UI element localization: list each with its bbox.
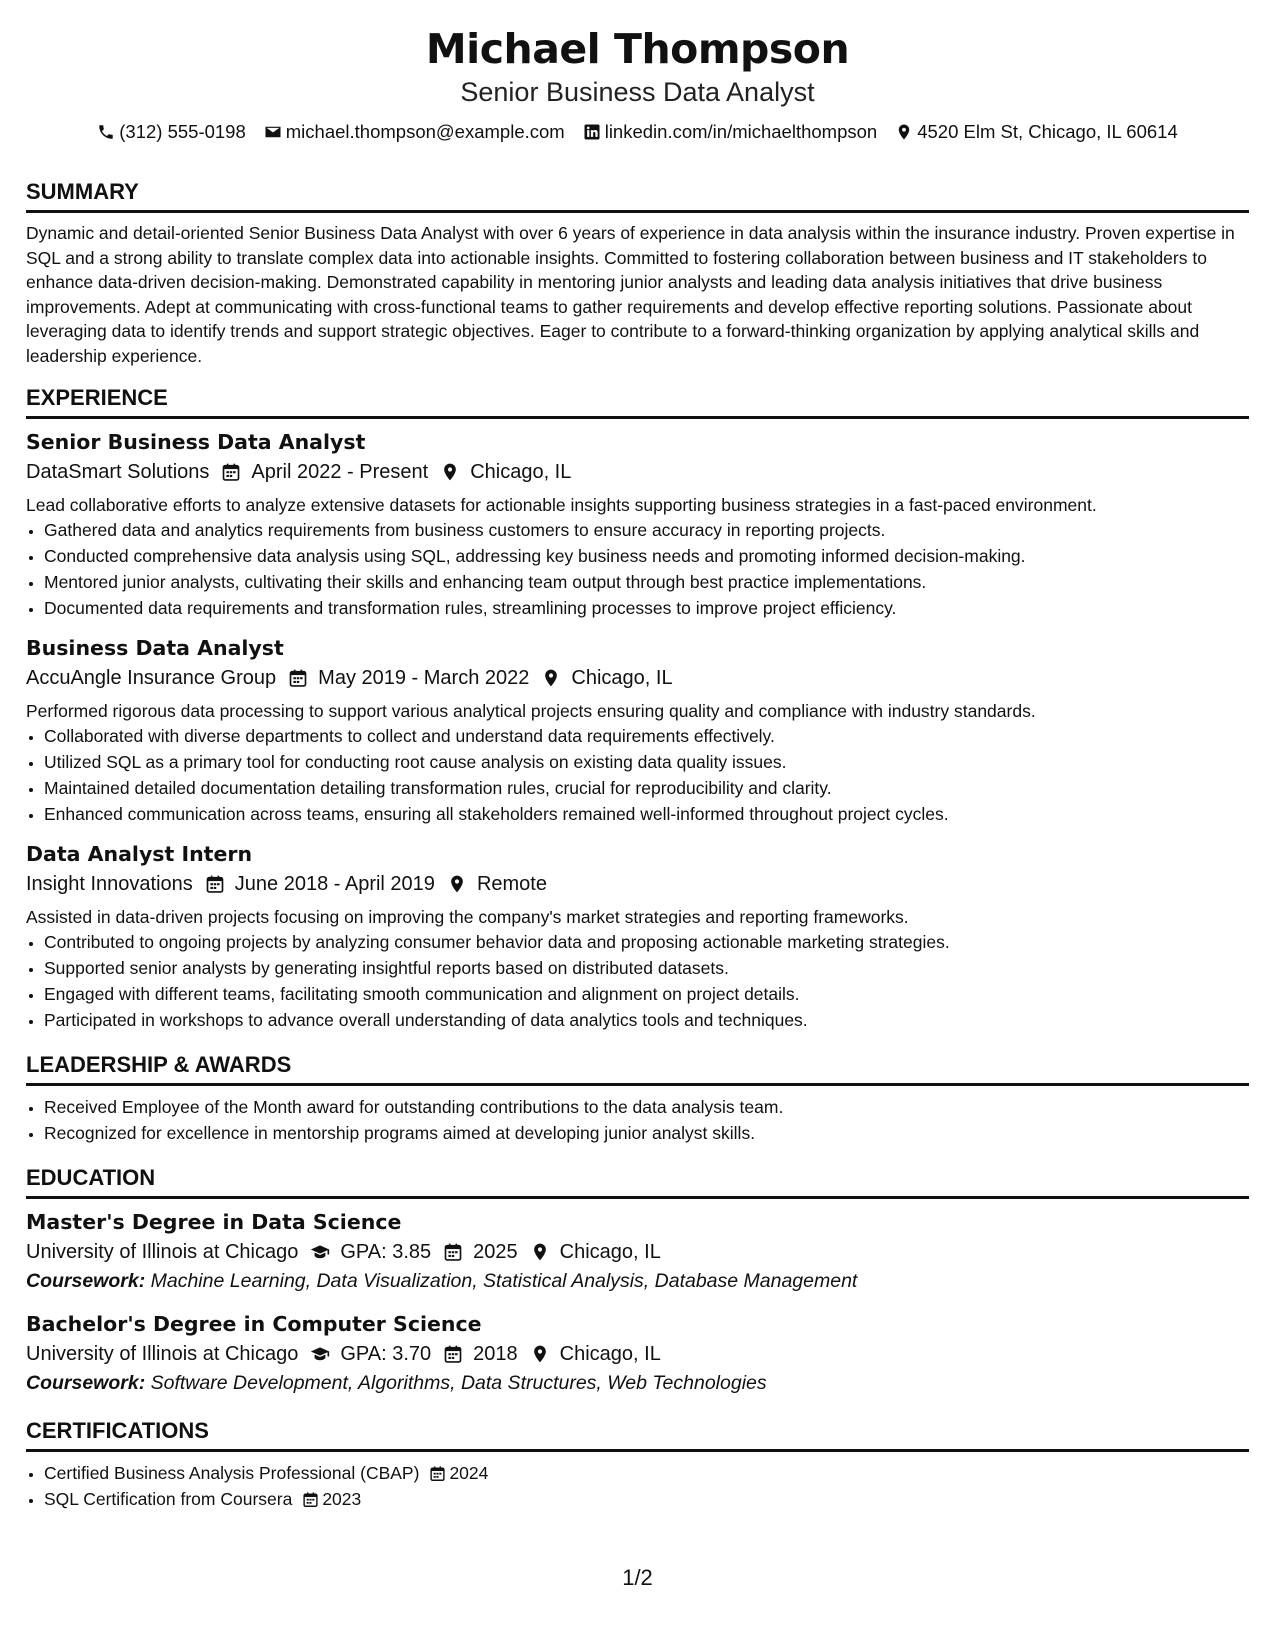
- resume-page: [26, 0, 1249, 1512]
- leadership-section: [26, 1051, 1249, 1146]
- job-description: Performed rigorous data processing to support various analytical projects ensuring quality and compliance with industry standards.: [26, 701, 1036, 721]
- coursework-label: Coursework:: [26, 1270, 146, 1292]
- job-dates: [205, 869, 435, 899]
- job-meta: [26, 663, 1249, 693]
- company-name: AccuAngle Insurance Group: [26, 667, 277, 689]
- list-item: • Supported senior analysts by generating insightful reports based on distributed datasets.: [44, 955, 1249, 981]
- certification-name: • Certified Business Analysis Professional (CBAP): [44, 1463, 420, 1483]
- location-text: Chicago, IL: [559, 1241, 661, 1263]
- job-location: [447, 869, 547, 899]
- gpa: [310, 1339, 431, 1369]
- job-dates-text: April 2022 - Present: [251, 461, 429, 483]
- phone-text: (312) 555-0198: [119, 121, 246, 142]
- map-pin-icon: [530, 1344, 550, 1364]
- linkedin-icon: [583, 123, 601, 141]
- company-name: Insight Innovations: [26, 873, 193, 895]
- job-title: Senior Business Data Analyst: [26, 430, 366, 454]
- section-divider: [26, 1449, 1249, 1452]
- job-entry: [26, 633, 1249, 827]
- list-item: [44, 1486, 1249, 1512]
- location-text: Chicago, IL: [559, 1343, 661, 1365]
- section-divider: [26, 1196, 1249, 1199]
- summary-section: [26, 178, 1249, 368]
- job-bullets: [26, 517, 1249, 621]
- certifications-list: [26, 1460, 1249, 1512]
- education-year: [443, 1339, 518, 1369]
- list-item: • Recognized for excellence in mentorship programs aimed at developing junior analyst skills.: [44, 1120, 1249, 1146]
- education-section: [26, 1164, 1249, 1397]
- list-item: • Documented data requirements and transformation rules, streamlining processes to improve project efficiency.: [44, 595, 1249, 621]
- job-location: [541, 663, 672, 693]
- list-item: [44, 1460, 1249, 1486]
- education-entry: [26, 1309, 1249, 1397]
- certification-year: 2023: [322, 1489, 362, 1509]
- company-name: DataSmart Solutions: [26, 461, 210, 483]
- list-item: • Participated in workshops to advance overall understanding of data analytics tools and techniques.: [44, 1007, 1249, 1033]
- list-item: • Collaborated with diverse departments to collect and understand data requirements effectively.: [44, 723, 1249, 749]
- list-item: • Received Employee of the Month award for outstanding contributions to the data analysis team.: [44, 1094, 1249, 1120]
- education-location: [530, 1339, 661, 1369]
- calendar-icon: [221, 462, 241, 482]
- contact-email[interactable]: [264, 120, 565, 144]
- calendar-icon: [443, 1344, 463, 1364]
- job-location-text: Chicago, IL: [470, 461, 572, 483]
- education-meta: [26, 1237, 1249, 1267]
- gpa-text: GPA: 3.70: [340, 1343, 432, 1365]
- calendar-icon: [288, 668, 308, 688]
- section-divider: [26, 1083, 1249, 1086]
- coursework-label: Coursework:: [26, 1372, 146, 1394]
- coursework-list: Software Development, Algorithms, Data Structures, Web Technologies: [150, 1372, 767, 1394]
- calendar-icon: [205, 874, 225, 894]
- year-text: 2025: [473, 1241, 518, 1263]
- job-meta: [26, 869, 1249, 899]
- education-meta: [26, 1339, 1249, 1369]
- job-dates: [221, 457, 428, 487]
- list-item: • Contributed to ongoing projects by analyzing consumer behavior data and proposing actionable marketing strategies.: [44, 929, 1249, 955]
- certification-name: • SQL Certification from Coursera: [44, 1489, 293, 1509]
- contact-bar: [26, 120, 1249, 144]
- education-location: [530, 1237, 661, 1267]
- section-heading: SUMMARY: [26, 179, 139, 204]
- page-number: 1/2: [622, 1565, 653, 1590]
- certification-year: 2024: [449, 1463, 489, 1483]
- job-description: Lead collaborative efforts to analyze extensive datasets for actionable insights supporting business strategies in a fast-paced environment.: [26, 495, 1097, 515]
- address-text: 4520 Elm St, Chicago, IL 60614: [917, 121, 1178, 142]
- job-location: [440, 457, 571, 487]
- school-name: University of Illinois at Chicago: [26, 1343, 299, 1365]
- coursework: [26, 1369, 1249, 1397]
- list-item: • Conducted comprehensive data analysis using SQL, addressing key business needs and promoting informed decision-making.: [44, 543, 1249, 569]
- graduation-cap-icon: [310, 1242, 330, 1262]
- experience-section: [26, 384, 1249, 1033]
- certification-date: [429, 1460, 488, 1486]
- map-pin-icon: [447, 874, 467, 894]
- resume-header: [26, 22, 1249, 144]
- email-text[interactable]: michael.thompson@example.com: [285, 121, 565, 142]
- envelope-icon: [264, 123, 282, 141]
- section-heading: CERTIFICATIONS: [26, 1418, 209, 1443]
- candidate-title: Senior Business Data Analyst: [460, 77, 815, 107]
- map-pin-icon: [440, 462, 460, 482]
- section-heading: EDUCATION: [26, 1165, 156, 1190]
- list-item: • Engaged with different teams, facilitating smooth communication and alignment on project details.: [44, 981, 1249, 1007]
- summary-text: Dynamic and detail-oriented Senior Business Data Analyst with over 6 years of experience in data analysis within the insurance industry. Proven expertise in SQL and a strong ability to translate complex data into actionable insights. Committed to fostering collaboration between business and IT stakeholders to enhance data-driven decision-making. Demonstrated capability in mentoring junior analysts and leading data analysis initiatives that drive business improvements. Adept at communicating with cross-functional teams to gather requirements and develop effective reporting solutions. Passionate about leveraging data to identify trends and support strategic objectives. Eager to contribute to a forward-thinking organization by applying analytical skills and leadership experience.: [26, 223, 1235, 366]
- job-title: Data Analyst Intern: [26, 842, 253, 866]
- job-entry: [26, 839, 1249, 1033]
- year-text: 2018: [473, 1343, 518, 1365]
- contact-phone: [97, 120, 246, 144]
- degree-title: Master's Degree in Data Science: [26, 1210, 402, 1234]
- job-meta: [26, 457, 1249, 487]
- list-item: • Enhanced communication across teams, ensuring all stakeholders remained well-informed throughout project cycles.: [44, 801, 1249, 827]
- job-dates-text: May 2019 - March 2022: [318, 667, 530, 689]
- job-bullets: [26, 929, 1249, 1033]
- contact-address: [895, 120, 1178, 144]
- gpa: [310, 1237, 431, 1267]
- education-year: [443, 1237, 518, 1267]
- school-name: University of Illinois at Chicago: [26, 1241, 299, 1263]
- job-dates-text: June 2018 - April 2019: [234, 873, 435, 895]
- phone-icon: [97, 123, 115, 141]
- coursework-list: Machine Learning, Data Visualization, Statistical Analysis, Database Management: [150, 1270, 858, 1292]
- list-item: • Utilized SQL as a primary tool for conducting root cause analysis on existing data quality issues.: [44, 749, 1249, 775]
- job-description: Assisted in data-driven projects focusing on improving the company's market strategies and reporting frameworks.: [26, 907, 909, 927]
- leadership-list: [26, 1094, 1249, 1146]
- graduation-cap-icon: [310, 1344, 330, 1364]
- section-divider: [26, 210, 1249, 213]
- job-entry: [26, 427, 1249, 621]
- job-location-text: Remote: [476, 873, 547, 895]
- gpa-text: GPA: 3.85: [340, 1241, 432, 1263]
- list-item: • Maintained detailed documentation detailing transformation rules, crucial for reproducibility and clarity.: [44, 775, 1249, 801]
- list-item: • Mentored junior analysts, cultivating their skills and enhancing team output through best practice implementations.: [44, 569, 1249, 595]
- section-divider: [26, 416, 1249, 419]
- candidate-name: Michael Thompson: [425, 25, 850, 73]
- contact-linkedin[interactable]: [583, 120, 878, 144]
- section-heading: EXPERIENCE: [26, 385, 168, 410]
- map-pin-icon: [541, 668, 561, 688]
- certification-date: [302, 1486, 361, 1512]
- linkedin-text[interactable]: linkedin.com/in/michaelthompson: [604, 121, 878, 142]
- coursework: [26, 1267, 1249, 1295]
- list-item: • Gathered data and analytics requirements from business customers to ensure accuracy in reporting projects.: [44, 517, 1249, 543]
- certification-row: [44, 1460, 488, 1486]
- map-pin-icon: [530, 1242, 550, 1262]
- degree-title: Bachelor's Degree in Computer Science: [26, 1312, 482, 1336]
- job-bullets: [26, 723, 1249, 827]
- job-dates: [288, 663, 529, 693]
- job-location-text: Chicago, IL: [571, 667, 673, 689]
- map-pin-icon: [895, 123, 913, 141]
- calendar-icon: [443, 1242, 463, 1262]
- calendar-icon: [429, 1465, 446, 1482]
- calendar-icon: [302, 1491, 319, 1508]
- certifications-section: [26, 1417, 1249, 1512]
- education-entry: [26, 1207, 1249, 1295]
- section-heading: LEADERSHIP & AWARDS: [26, 1052, 292, 1077]
- certification-row: [44, 1486, 361, 1512]
- job-title: Business Data Analyst: [26, 636, 284, 660]
